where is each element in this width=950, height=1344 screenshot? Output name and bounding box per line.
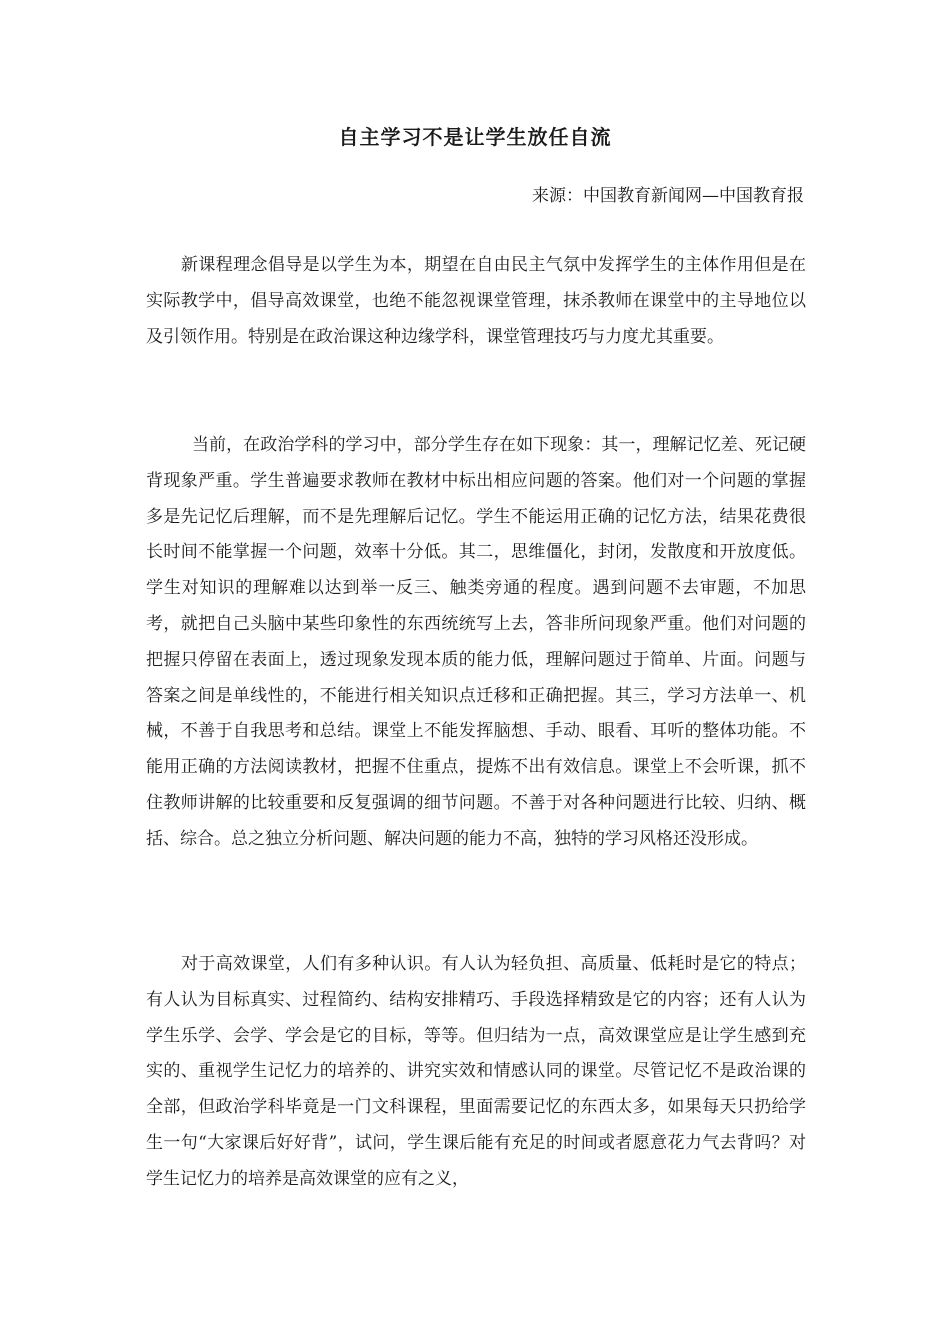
document-title: 自主学习不是让学生放任自流 bbox=[338, 125, 612, 149]
paragraph-1: 新课程理念倡导是以学生为本，期望在自由民主气氛中发挥学生的主体作用但是在实际教学中，倡导高效课堂，也绝不能忽视课堂管理，抹杀教师在课堂中的主导地位以及引领作用。特别是在政治课这种边缘学科，课堂管理技巧与力度尤其重要。 bbox=[146, 255, 806, 347]
source-line: 来源：中国教育新闻网—中国教育报 bbox=[532, 186, 804, 206]
paragraph-3: 对于高效课堂，人们有多种认识。有人认为轻负担、高质量、低耗时是它的特点；有人认为目标真实、过程简约、结构安排精巧、手段选择精致是它的内容；还有人认为学生乐学、会学、学会是它的目标，等等。但归结为一点，高效课堂应是让学生感到充实的、重视学生记忆力的培养的、讲究实效和情感认同的课堂。尽管记忆不是政治课的全部，但政治学科毕竟是一门文科课程，里面需要记忆的东西太多，如果每天只扔给学生一句“大家课后好好背”，试问，学生课后能有充足的时间或者愿意花力气去背吗？对学生记忆力的培养是高效课堂的应有之义， bbox=[146, 954, 806, 1189]
paragraph-2: 当前，在政治学科的学习中，部分学生存在如下现象：其一，理解记忆差、死记硬背现象严重。学生普遍要求教师在教材中标出相应问题的答案。他们对一个问题的掌握多是先记忆后理解，而不是先理解后记忆。学生不能运用正确的记忆方法，结果花费很长时间不能掌握一个问题，效率十分低。其二，思维僵化，封闭，发散度和开放度低。学生对知识的理解难以达到举一反三、触类旁通的程度。遇到问题不去审题，不加思考，就把自己头脑中某些印象性的东西统统写上去，答非所问现象严重。他们对问题的把握只停留在表面上，透过现象发现本质的能力低，理解问题过于简单、片面。问题与答案之间是单线性的，不能进行相关知识点迁移和正确把握。其三，学习方法单一、机械，不善于自我思考和总结。课堂上不能发挥脑想、手动、眼看、耳听的整体功能。不能用正确的方法阅读教材，把握不住重点，提炼不出有效信息。课堂上不会听课，抓不住教师讲解的比较重要和反复强调的细节问题。不善于对各种问题进行比较、归纳、概括、综合。总之独立分析问题、解决问题的能力不高，独特的学习风格还没形成。 bbox=[146, 435, 806, 849]
